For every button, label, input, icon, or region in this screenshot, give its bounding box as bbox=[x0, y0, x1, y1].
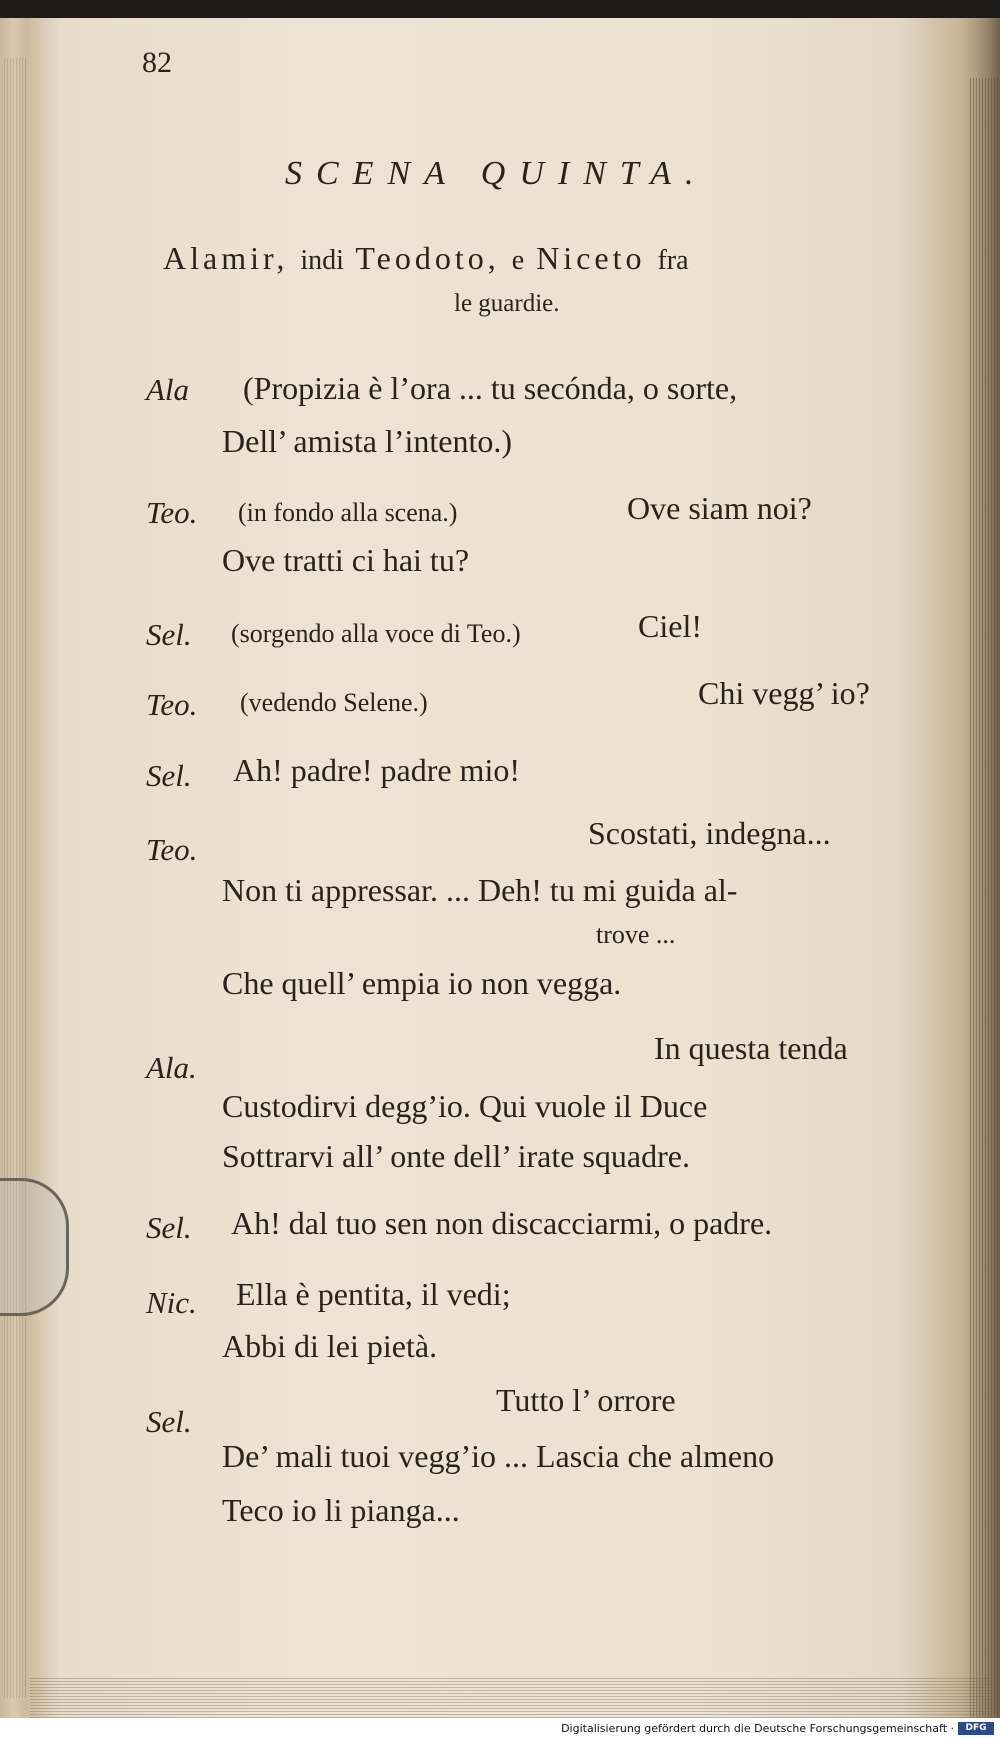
connector-fra: fra bbox=[657, 245, 689, 276]
speaker-label: Teo. bbox=[146, 495, 198, 530]
character-niceto: Niceto bbox=[536, 240, 646, 276]
character-alamir: Alamir, bbox=[163, 240, 289, 276]
page-gutter-edges bbox=[4, 58, 28, 1698]
dialogue-line: Abbi di lei pietà. bbox=[222, 1328, 438, 1364]
speaker-label: Sel. bbox=[146, 1210, 192, 1245]
stage-direction: (vedendo Selene.) bbox=[240, 688, 428, 717]
speaker-label: Teo. bbox=[146, 687, 198, 722]
dialogue-line: Non ti appressar. ... Deh! tu mi guida al- bbox=[222, 872, 738, 908]
dialogue-line: Scostati, indegna... bbox=[588, 815, 831, 851]
dfg-logo: DFG bbox=[958, 1722, 994, 1735]
scene-title: SCENA QUINTA. bbox=[285, 155, 708, 192]
stage-direction: (sorgendo alla voce di Teo.) bbox=[231, 619, 521, 648]
page-fore-edges bbox=[970, 78, 1000, 1718]
dialogue-line: Che quell’ empia io non vegga. bbox=[222, 965, 622, 1001]
dialogue-line: Ah! padre! padre mio! bbox=[233, 752, 520, 788]
dialogue-line: Chi vegg’ io? bbox=[698, 675, 870, 711]
dialogue-line: De’ mali tuoi vegg’io ... Lascia che almeno bbox=[222, 1438, 775, 1474]
characters-line bbox=[163, 240, 689, 277]
dialogue-line: Ciel! bbox=[638, 608, 702, 644]
speaker-label: Sel. bbox=[146, 758, 192, 793]
speaker-label: Nic. bbox=[146, 1285, 197, 1320]
connector-e: e bbox=[511, 245, 525, 276]
dialogue-line: Ella è pentita, il vedi; bbox=[236, 1276, 511, 1312]
dialogue-line: Teco io li pianga... bbox=[222, 1492, 460, 1528]
speaker-label: Teo. bbox=[146, 832, 198, 867]
speaker-label: Sel. bbox=[146, 617, 192, 652]
dialogue-line: Ove tratti ci hai tu? bbox=[222, 542, 470, 578]
stage-direction: (in fondo alla scena.) bbox=[238, 498, 458, 527]
dialogue-line: Custodirvi degg’io. Qui vuole il Duce bbox=[222, 1088, 708, 1124]
dialogue-line: In questa tenda bbox=[654, 1030, 848, 1066]
character-teodoto: Teodoto, bbox=[355, 240, 500, 276]
connector-indi: indi bbox=[300, 245, 344, 276]
dialogue-line: Dell’ amista l’intento.) bbox=[222, 423, 512, 459]
footer-credit: Digitalisierung gefördert durch die Deutsche Forschungsgemeinschaft · bbox=[561, 1722, 954, 1735]
speaker-label: Ala. bbox=[146, 1050, 197, 1085]
dialogue-line: Ove siam noi? bbox=[627, 490, 812, 526]
dialogue-line: Ah! dal tuo sen non discacciarmi, o padre. bbox=[231, 1205, 773, 1241]
dialogue-line: (Propizia è l’ora ... tu secónda, o sorte, bbox=[243, 370, 738, 406]
page-number: 82 bbox=[142, 46, 172, 79]
dialogue-line: trove ... bbox=[596, 920, 676, 949]
speaker-label: Sel. bbox=[146, 1404, 192, 1439]
page-clip bbox=[0, 1178, 69, 1316]
dialogue-line: Tutto l’ orrore bbox=[496, 1382, 676, 1418]
dialogue-line: Sottrarvi all’ onte dell’ irate squadre. bbox=[222, 1138, 690, 1174]
page-bottom-edges bbox=[30, 1678, 990, 1718]
characters-line-2: le guardie. bbox=[454, 290, 560, 317]
speaker-label: Ala bbox=[146, 372, 190, 407]
